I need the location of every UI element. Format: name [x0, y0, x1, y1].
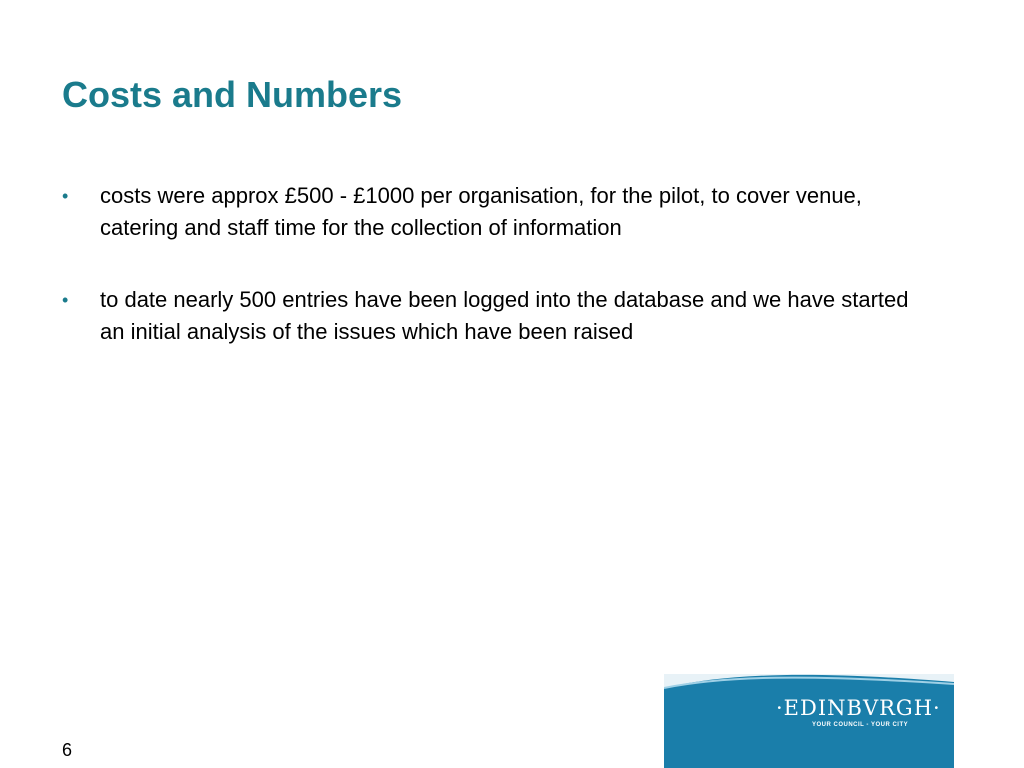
- page-number: 6: [62, 740, 73, 760]
- logo-wordmark: ·EDINBVRGH·: [776, 696, 941, 720]
- logo-wave-icon: [664, 674, 954, 768]
- edinburgh-logo: [664, 674, 954, 768]
- bullet-text: to date nearly 500 entries have been logged into the database and we have started an initial analysis of the issues which have been raised: [100, 287, 909, 344]
- bullet-item: [62, 180, 922, 244]
- logo-tagline: YOUR COUNCIL - YOUR CITY: [812, 722, 909, 728]
- slide-title: Costs and Numbers: [62, 74, 403, 115]
- bullet-list: [62, 180, 922, 388]
- bullet-marker-icon: •: [62, 186, 69, 206]
- bullet-text: costs were approx £500 - £1000 per organisation, for the pilot, to cover venue, catering and staff time for the collection of information: [100, 183, 862, 240]
- bullet-item: [62, 284, 922, 348]
- bullet-marker-icon: •: [62, 290, 69, 310]
